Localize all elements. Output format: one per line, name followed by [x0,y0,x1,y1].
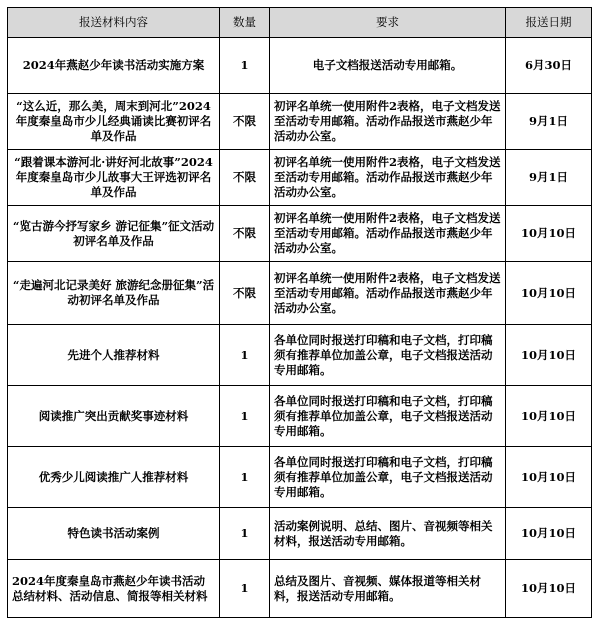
row-quantity: 不限 [220,150,270,206]
row-content: 2024年燕赵少年读书活动实施方案 [8,38,220,94]
row-requirement: 初评名单统一使用附件2表格，电子文档发送至活动专用邮箱。活动作品报送市燕赵少年活动办公室。 [270,262,506,325]
row-content: 特色读书活动案例 [8,508,220,560]
row-date: 9月1日 [506,94,592,150]
row-quantity: 不限 [220,94,270,150]
header-quantity: 数量 [220,8,270,38]
row-quantity: 1 [220,560,270,618]
table-row [8,94,592,150]
table-row [8,262,592,325]
table-row [8,508,592,560]
row-quantity: 1 [220,508,270,560]
row-requirement: 初评名单统一使用附件2表格，电子文档发送至活动专用邮箱。活动作品报送市燕赵少年活动办公室。 [270,150,506,206]
header-date: 报送日期 [506,8,592,38]
row-quantity: 1 [220,386,270,447]
row-requirement: 各单位同时报送打印稿和电子文档，打印稿须有推荐单位加盖公章，电子文档报送活动专用邮箱。 [270,325,506,386]
row-quantity: 1 [220,325,270,386]
row-date: 10月10日 [506,206,592,262]
row-content: 优秀少儿阅读推广人推荐材料 [8,447,220,508]
row-content: “走遍河北记录美好 旅游纪念册征集”活动初评名单及作品 [8,262,220,325]
row-date: 10月10日 [506,386,592,447]
row-quantity: 1 [220,447,270,508]
row-date: 10月10日 [506,325,592,386]
row-content: “览古游今抒写家乡 游记征集”征文活动初评名单及作品 [8,206,220,262]
row-date: 10月10日 [506,447,592,508]
row-date: 10月10日 [506,560,592,618]
table-row [8,386,592,447]
header-content: 报送材料内容 [8,8,220,38]
row-date: 10月10日 [506,508,592,560]
table-row [8,560,592,618]
table-row [8,38,592,94]
header-requirement: 要求 [270,8,506,38]
submission-table [7,7,592,618]
row-content: 先进个人推荐材料 [8,325,220,386]
row-content: “这么近，那么美，周末到河北”2024年度秦皇岛市少儿经典诵读比赛初评名单及作品 [8,94,220,150]
row-content: 2024年度秦皇岛市燕赵少年读书活动总结材料、活动信息、简报等相关材料 [8,560,220,618]
row-requirement: 电子文档报送活动专用邮箱。 [270,38,506,94]
row-quantity: 不限 [220,262,270,325]
table-row [8,447,592,508]
row-requirement: 各单位同时报送打印稿和电子文档，打印稿须有推荐单位加盖公章，电子文档报送活动专用邮箱。 [270,386,506,447]
row-date: 10月10日 [506,262,592,325]
row-quantity: 1 [220,38,270,94]
table-header-row [8,8,592,38]
row-date: 9月1日 [506,150,592,206]
table-row [8,150,592,206]
row-requirement: 各单位同时报送打印稿和电子文档，打印稿须有推荐单位加盖公章，电子文档报送活动专用邮箱。 [270,447,506,508]
row-requirement: 总结及图片、音视频、媒体报道等相关材料，报送活动专用邮箱。 [270,560,506,618]
table-row [8,325,592,386]
row-requirement: 初评名单统一使用附件2表格，电子文档发送至活动专用邮箱。活动作品报送市燕赵少年活动办公室。 [270,94,506,150]
row-requirement: 初评名单统一使用附件2表格，电子文档发送至活动专用邮箱。活动作品报送市燕赵少年活动办公室。 [270,206,506,262]
row-date: 6月30日 [506,38,592,94]
row-content: “跟着课本游河北·讲好河北故事”2024年度秦皇岛市少儿故事大王评选初评名单及作品 [8,150,220,206]
row-content: 阅读推广突出贡献奖事迹材料 [8,386,220,447]
table-row [8,206,592,262]
row-quantity: 不限 [220,206,270,262]
row-requirement: 活动案例说明、总结、图片、音视频等相关材料，报送活动专用邮箱。 [270,508,506,560]
